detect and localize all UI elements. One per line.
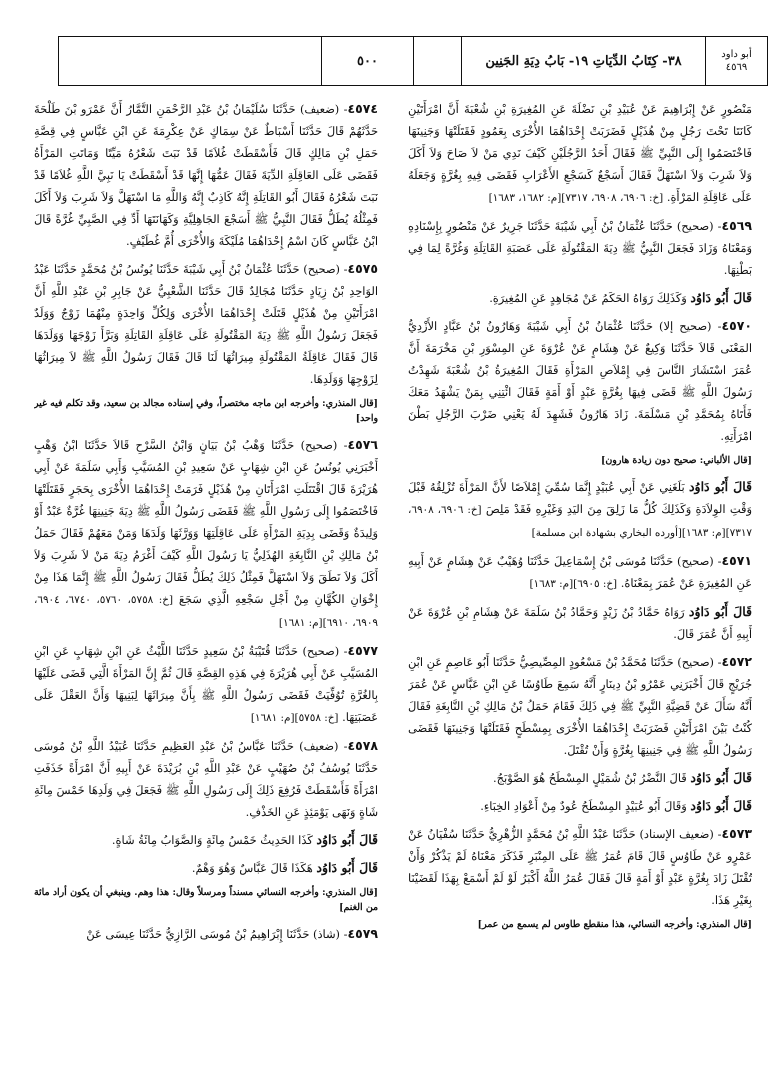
hadith-text: حَدَّثَنَا عَبْدُ اللَّهِ بْنُ مُحَمَّدٍ الزُّهْرِيُّ حَدَّثَنَا سُفْيَانُ عَنْ عَمْرٍو عَنْ طَاوُسٍ قَالَ قَامَ عُمَرُ ﷺ عَلَى المِنْبَرِ فَذَكَرَ مَعْنَاهُ لَمْ يَذْكُرْ وَأَنْ تُقْتَلَ زَادَ بِغُرَّةٍ عَبْدٍ أَوْ أَمَةٍ قَالَ فَقَالَ عُمَرُ اللَّهُ أَكْبَرُ لَوْ لَمْ أَسْمَعْ بِهَذَا لَقَضَيْنَا بِغَيْرِ هَذَا. — [408, 827, 752, 907]
hadith-grade: (صحيح) — [302, 644, 340, 658]
hadith-text: كَذَا الحَدِيثُ خَمْسُ مِائَةٍ وَالصَّوَابُ مِائَةُ شَاةٍ. — [111, 833, 313, 847]
page-header — [58, 36, 768, 86]
hadith-text: حَدَّثَنَا مُوسَى بْنُ إِسْمَاعِيلَ حَدَّثَنَا وُهَيْبٌ عَنْ هِشَامٍ عَنْ أَبِيهِ عَنِ المُغِيرَةِ عَنْ عُمَرَ بِمَعْنَاهُ. — [408, 554, 752, 590]
hadith-text: مَنْصُورٍ عَنْ إِبْرَاهِيمَ عَنْ عُبَيْدِ بْنِ نَضْلَةَ عَنِ المُغِيرَةِ بْنِ شُعْبَةَ أَنَّ امْرَأَتَيْنِ كَانَتَا تَحْتَ رَجُلٍ مِنْ هُذَيْلٍ فَضَرَبَتْ إِحْدَاهُمَا الأُخْرَى بِعَمُودٍ فَقَتَلَتْهَا وَجَنِينَهَا فَاخْتَصَمُوا إِلَى النَّبِيِّ ﷺ فَقَالَ أَحَدُ الرَّجُلَيْنِ كَيْفَ نَدِي مَنْ لاَ صَاحَ وَلاَ أَكَلَ وَلاَ شَرِبَ وَلاَ اسْتَهَلَّ فَقَالَ أَسَجْعٌ كَسَجْعِ الأَعْرَابِ فَقَضَى فِيهِ بِغُرَّةٍ وَجَعَلَهُ عَلَى عَاقِلَةِ المَرْأَةِ. — [408, 102, 752, 204]
footnote: [قال المنذري: وأخرجه النسائي، هذا منقطع طاوس لم يسمع من عمر] — [477, 919, 752, 930]
hadith-block: ٤٥٧٤- (ضعيف) حَدَّثَنَا سُلَيْمَانُ بْنُ عَبْدِ الرَّحْمَنِ التَّمَّارُ أَنَّ عَمْرَو بْنَ طَلْحَةَ حَدَّثَهُمْ قَالَ حَدَّثَنَا أَسْبَاطٌ عَنْ سِمَاكٍ عَنْ عِكْرِمَةَ عَنِ ابْنِ عَبَّاسٍ فِي قِصَّةِ حَمَلِ بْنِ مَالِكٍ قَالَ فَأَسْقَطَتْ غُلاَمًا قَدْ نَبَتَ شَعْرُهُ مَيِّتًا وَمَاتَتِ المَرْأَةُ فَقَضَى عَلَى العَاقِلَةِ الدِّيَةَ فَقَالَ عَمُّهَا إِنَّهَا قَدْ أَسْقَطَتْ يَا نَبِيَّ اللَّهِ غُلاَمًا قَدْ نَبَتَ شَعْرُهُ فَقَالَ أَبُو القَاتِلَةِ إِنَّهُ كَاذِبٌ إِنَّهُ وَاللَّهِ مَا اسْتَهَلَّ وَلاَ شَرِبَ وَلاَ أَكَلَ فَمِثْلُهُ يُطَلُّ فَقَالَ النَّبِيُّ ﷺ أَسَجْعَ الجَاهِلِيَّةِ وَكَهَانَتَهَا أَدِّ فِي الصَّبِيِّ غُرَّةً قَالَ ابْنُ عَبَّاسٍ كَانَ اسْمُ إِحْدَاهُمَا مُلَيْكَةَ وَالأُخْرَى أُمَّ غُطَيْفٍ. — [34, 101, 378, 248]
hadith-number: ٤٥٧٦ — [347, 437, 378, 452]
hadith-reference: [خ: ٦٩٠٥][م: ١٦٨٣] — [529, 578, 618, 590]
hadith-text: حَدَّثَنَا وَهْبُ بْنُ بَيَانٍ وَابْنُ السَّرْحِ قَالاَ حَدَّثَنَا ابْنُ وَهْبٍ أَخْبَرَنِي يُونُسُ عَنِ ابْنِ شِهَابٍ عَنْ سَعِيدِ بْنِ المُسَيَّبِ وَأَبِي سَلَمَةَ عَنْ أَبِي هُرَيْرَةَ قَالَ اقْتَتَلَتِ امْرَأَتَانِ مِنْ هُذَيْلٍ فَرَمَتْ إِحْدَاهُمَا الأُخْرَى بِحَجَرٍ فَقَتَلَتْهَا فَاخْتَصَمُوا إِلَى رَسُولِ اللَّهِ ﷺ فَقَضَى رَسُولُ اللَّهِ ﷺ دِيَةَ جَنِينِهَا غُرَّةٌ عَبْدٌ أَوْ وَلِيدَةٌ وَقَضَى بِدِيَةِ المَرْأَةِ عَلَى عَاقِلَتِهَا وَوَرَّثَهَا وَلَدَهَا وَمَنْ مَعَهُمْ فَقَالَ حَمَلُ بْنُ مَالِكِ بْنِ النَّابِغَةِ الهُذَلِيُّ يَا رَسُولَ اللَّهِ كَيْفَ أَغْرَمُ دِيَةَ مَنْ لاَ شَرِبَ وَلاَ أَكَلَ وَلاَ نَطَقَ وَلاَ اسْتَهَلَّ فَمِثْلُ ذَلِكَ يُطَلُّ فَقَالَ رَسُولُ اللَّهِ ﷺ إِنَّمَا هَذَا مِنْ إِخْوَانِ الكُهَّانِ مِنْ أَجْلِ سَجْعِهِ الَّذِي سَجَعَ — [34, 438, 378, 606]
abu-dawud-remark: قَالَ أَبُو دَاوُد — [688, 479, 752, 494]
hadith-block: ٤٥٧٩- (شاذ) حَدَّثَنَا إِبْرَاهِيمُ بْنُ مُوسَى الرَّازِيُّ حَدَّثَنَا عِيسَى عَنْ — [86, 926, 378, 941]
hadith-grade: (ضعيف الإسناد) — [639, 827, 714, 841]
hadith-number: ٤٥٧٤ — [347, 101, 378, 116]
hadith-block — [408, 795, 752, 817]
header-blank-cell — [413, 37, 461, 85]
hadith-block: ٤٥٦٩- (صحيح) حَدَّثَنَا عُثْمَانُ بْنُ أَبِي شَيْبَةَ حَدَّثَنَا جَرِيرٌ عَنْ مَنْصُورٍ بِإِسْنَادِهِ وَمَعْنَاهُ وَزَادَ فَجَعَلَ النَّبِيُّ ﷺ دِيَةَ المَقْتُولَةِ عَلَى عَصَبَةِ القَاتِلَةِ وَغُرَّةً لِمَا فِي بَطْنِهَا. — [408, 218, 752, 277]
hadith-text: قَالَ النَّضْرُ بْنُ شُمَيْلٍ المِسْطَحُ هُوَ الصَّوْبَجُ. — [493, 771, 687, 785]
hadith-block — [34, 857, 378, 879]
hadith-block — [34, 829, 378, 851]
abu-dawud-remark: قَالَ أَبُو دَاوُد — [690, 770, 752, 785]
hadith-reference: [خ: ٦٩٠٦، ٦٩٠٨، ٧٣١٧][م: ١٦٨٣][أورده البخاري بشهادة ابن مسلمة] — [408, 504, 752, 539]
hadith-text: وَكَذَلِكَ رَوَاهُ الحَكَمُ عَنْ مُجَاهِدٍ عَنِ المُغِيرَةِ. — [489, 291, 687, 305]
hadith-grade: (ضعيف) — [299, 739, 339, 753]
abu-dawud-remark: قَالَ أَبُو دَاوُد — [688, 604, 752, 619]
hadith-text: حَدَّثَنَا عُثْمَانُ بْنُ أَبِي شَيْبَةَ حَدَّثَنَا جَرِيرٌ عَنْ مَنْصُورٍ بِإِسْنَادِهِ وَمَعْنَاهُ وَزَادَ فَجَعَلَ النَّبِيُّ ﷺ دِيَةَ المَقْتُولَةِ عَلَى عَصَبَةِ القَاتِلَةِ وَغُرَّةً لِمَا فِي بَطْنِهَا. — [408, 219, 752, 277]
hadith-number: ٤٥٧٥ — [347, 261, 378, 276]
abu-dawud-remark: قَالَ أَبُو دَاوُد — [690, 290, 752, 305]
footnote: [قال الألباني: صحيح دون زيادة هارون] — [600, 455, 752, 466]
hadith-number: ٤٥٧١ — [721, 553, 752, 568]
hadith-grade: (ضعيف) — [299, 102, 340, 116]
hadith-grade: (صحيح) — [677, 554, 714, 568]
abu-dawud-remark: قَالَ أَبُو دَاوُد — [316, 860, 378, 875]
hadith-block: ٤٥٧٠- (صحيح إلا) حَدَّثَنَا عُثْمَانُ بْنُ أَبِي شَيْبَةَ وَهَارُونُ بْنُ عَبَّادٍ الأَزْدِيُّ المَعْنَى قَالاَ حَدَّثَنَا وَكِيعٌ عَنْ هِشَامٍ عَنْ عُرْوَةَ عَنِ المِسْوَرِ بْنِ مَخْرَمَةَ أَنَّ عُمَرَ اسْتَشَارَ النَّاسَ فِي إِمْلاَصِ المَرْأَةِ فَقَالَ المُغِيرَةُ بْنُ شُعْبَةَ شَهِدْتُ رَسُولَ اللَّهِ ﷺ قَضَى فِيهَا بِغُرَّةٍ عَبْدٍ أَوْ أَمَةٍ فَقَالَ ائْتِنِي بِمَنْ يَشْهَدُ مَعَكَ فَأَتَاهُ بِمُحَمَّدِ بْنِ مَسْلَمَةَ. زَادَ هَارُونُ فَشَهِدَ لَهُ يَعْنِي ضَرْبَ الرَّجُلِ بَطْنَ امْرَأَتِهِ. — [408, 318, 752, 443]
left-text-column — [34, 98, 378, 1070]
page-number: ٥٠٠ — [321, 37, 413, 85]
hadith-text: بَلَغَنِي عَنْ أَبِي عُبَيْدٍ إِنَّمَا سُمِّيَ إِمْلاَصًا لأَنَّ المَرْأَةَ تُزْلِقُهُ قَبْلَ وَقْتِ الوِلاَدَةِ وَكَذَلِكَ كُلُّ مَا زَلِقَ مِنَ اليَدِ وَغَيْرِهِ فَقَدْ مَلِصَ — [408, 480, 752, 516]
hadith-grade: (صحيح) — [303, 262, 340, 276]
header-empty-cell — [59, 37, 321, 85]
hadith-reference: [خ: ٦٩٠٦، ٦٩٠٨، ٧٣١٧][م: ١٦٨٢، ١٦٨٣] — [488, 192, 664, 204]
hadith-text: حَدَّثَنَا عُثْمَانُ بْنُ أَبِي شَيْبَةَ وَهَارُونُ بْنُ عَبَّادٍ الأَزْدِيُّ المَعْنَى قَالاَ حَدَّثَنَا وَكِيعٌ عَنْ هِشَامٍ عَنْ عُرْوَةَ عَنِ المِسْوَرِ بْنِ مَخْرَمَةَ أَنَّ عُمَرَ اسْتَشَارَ النَّاسَ فِي إِمْلاَصِ المَرْأَةِ فَقَالَ المُغِيرَةُ بْنُ شُعْبَةَ شَهِدْتُ رَسُولَ اللَّهِ ﷺ قَضَى فِيهَا بِغُرَّةٍ عَبْدٍ أَوْ أَمَةٍ فَقَالَ ائْتِنِي بِمَنْ يَشْهَدُ مَعَكَ فَأَتَاهُ بِمُحَمَّدِ بْنِ مَسْلَمَةَ. زَادَ هَارُونُ فَشَهِدَ لَهُ يَعْنِي ضَرْبَ الرَّجُلِ بَطْنَ امْرَأَتِهِ. — [408, 319, 752, 443]
hadith-text: حَدَّثَنَا سُلَيْمَانُ بْنُ عَبْدِ الرَّحْمَنِ التَّمَّارُ أَنَّ عَمْرَو بْنَ طَلْحَةَ حَدَّثَهُمْ قَالَ حَدَّثَنَا أَسْبَاطٌ عَنْ سِمَاكٍ عَنْ عِكْرِمَةَ عَنِ ابْنِ عَبَّاسٍ فِي قِصَّةِ حَمَلِ بْنِ مَالِكٍ قَالَ فَأَسْقَطَتْ غُلاَمًا قَدْ نَبَتَ شَعْرُهُ مَيِّتًا وَمَاتَتِ المَرْأَةُ فَقَضَى عَلَى العَاقِلَةِ الدِّيَةَ فَقَالَ عَمُّهَا إِنَّهَا قَدْ أَسْقَطَتْ يَا نَبِيَّ اللَّهِ غُلاَمًا قَدْ نَبَتَ شَعْرُهُ فَقَالَ أَبُو القَاتِلَةِ إِنَّهُ كَاذِبٌ إِنَّهُ وَاللَّهِ مَا اسْتَهَلَّ وَلاَ شَرِبَ وَلاَ أَكَلَ فَمِثْلُهُ يُطَلُّ فَقَالَ النَّبِيُّ ﷺ أَسَجْعَ الجَاهِلِيَّةِ وَكَهَانَتَهَا أَدِّ فِي الصَّبِيِّ غُرَّةً قَالَ ابْنُ عَبَّاسٍ كَانَ اسْمُ إِحْدَاهُمَا مُلَيْكَةَ وَالأُخْرَى أُمَّ غُطَيْفٍ. — [34, 102, 378, 248]
hadith-grade: (صحيح) — [676, 219, 714, 233]
hadith-number: ٤٥٧٢ — [721, 654, 752, 669]
hadith-block — [408, 476, 752, 544]
hadith-number: ٤٥٧٨ — [347, 738, 378, 753]
abu-dawud-remark: قَالَ أَبُو دَاوُد — [316, 832, 378, 847]
hadith-block — [408, 767, 752, 789]
hadith-text: حَدَّثَنَا قُتَيْبَةُ بْنُ سَعِيدٍ حَدَّثَنَا اللَّيْثُ عَنِ ابْنِ شِهَابٍ عَنِ ابْنِ المُسَيَّبِ عَنْ أَبِي هُرَيْرَةَ فِي هَذِهِ القِصَّةِ قَالَ ثُمَّ إِنَّ المَرْأَةَ الَّتِي قَضَى عَلَيْهَا بِالغُرَّةِ تُوُفِّيَتْ فَقَضَى رَسُولُ اللَّهِ ﷺ بِأَنَّ مِيرَاثَهَا لِبَنِيهَا وَأَنَّ العَقْلَ عَلَى عَصَبَتِهَا. — [34, 644, 378, 724]
hadith-reference: [خ: ٥٧٥٨][م: ١٦٨١] — [250, 712, 339, 724]
chapter-title: ٣٨- كِتَابُ الدِّيَاتِ ١٩- بَابُ دِيَةِ الجَنِين — [461, 37, 705, 85]
hadith-block — [408, 287, 752, 309]
source-name: أبو داود — [721, 49, 752, 60]
hadith-number: ٤٥٧٩ — [347, 926, 378, 941]
hadith-text: حَدَّثَنَا عُثْمَانُ بْنُ أَبِي شَيْبَةَ حَدَّثَنَا يُونُسُ بْنُ مُحَمَّدٍ حَدَّثَنَا عَبْدُ الوَاحِدِ بْنُ زِيَادٍ حَدَّثَنَا مُجَالِدٌ قَالَ حَدَّثَنَا الشَّعْبِيُّ عَنْ جَابِرِ بْنِ عَبْدِ اللَّهِ أَنَّ امْرَأَتَيْنِ مِنْ هُذَيْلٍ قَتَلَتْ إِحْدَاهُمَا الأُخْرَى وَلِكُلِّ وَاحِدَةٍ مِنْهُمَا زَوْجٌ وَوَلَدٌ فَجَعَلَ رَسُولُ اللَّهِ ﷺ دِيَةَ المَقْتُولَةِ عَلَى عَاقِلَةِ القَاتِلَةِ وَبَرَّأَ زَوْجَهَا وَوَلَدَهَا قَالَ فَقَالَ عَاقِلَةُ المَقْتُولَةِ مِيرَاثُهَا لَنَا قَالَ فَقَالَ رَسُولُ اللَّهِ ﷺ لاَ مِيرَاثُهَا لِزَوْجِهَا وَوَلَدِهَا. — [34, 262, 378, 386]
hadith-text: هَكَذَا قَالَ عَبَّاسٌ وَهُوَ وَهْمٌ. — [191, 861, 313, 875]
hadith-text: وَقَالَ أَبُو عُبَيْدٍ المِسْطَحُ عُودٌ مِنْ أَعْوَادِ الخِبَاءِ. — [480, 799, 687, 813]
source-number: ٤٥٦٩ — [725, 62, 748, 73]
hadith-number: ٤٥٧٧ — [347, 643, 378, 658]
hadith-grade: (صحيح إلا) — [659, 319, 712, 333]
footnote: [قال المنذري: وأخرجه النسائي مسنداً ومرسلاً وقال: هذا وهم. وينبغي أن يكون أراد مائة من الغنم] — [34, 887, 378, 913]
source-cell — [705, 37, 767, 85]
hadith-grade: (شاذ) — [313, 927, 340, 941]
abu-dawud-remark: قَالَ أَبُو دَاوُد — [690, 798, 752, 813]
hadith-block: ٤٥٧١- (صحيح) حَدَّثَنَا مُوسَى بْنُ إِسْمَاعِيلَ حَدَّثَنَا وُهَيْبٌ عَنْ هِشَامٍ عَنْ أَبِيهِ عَنِ المُغِيرَةِ عَنْ عُمَرَ بِمَعْنَاهُ. [خ: ٦٩٠٥][م: ١٦٨٣] — [408, 553, 752, 590]
hadith-block — [408, 98, 752, 209]
hadith-grade: (صحيح) — [677, 655, 714, 669]
hadith-text: حَدَّثَنَا مُحَمَّدُ بْنُ مَسْعُودٍ المِصِّيصِيُّ حَدَّثَنَا أَبُو عَاصِمٍ عَنِ ابْنِ جُرَيْجٍ قَالَ أَخْبَرَنِي عَمْرُو بْنُ دِينَارٍ أَنَّهُ سَمِعَ طَاوُسًا عَنِ ابْنِ عَبَّاسٍ عَنْ عُمَرَ أَنَّهُ سَأَلَ عَنْ قَضِيَّةِ النَّبِيِّ ﷺ فِي ذَلِكَ فَقَامَ حَمَلُ بْنُ مَالِكِ بْنِ النَّابِغَةِ فَقَالَ كُنْتُ بَيْنَ امْرَأَتَيْنِ فَضَرَبَتْ إِحْدَاهُمَا الأُخْرَى بِمِسْطَحٍ فَقَتَلَتْهَا وَجَنِينَهَا فَقَضَى رَسُولُ اللَّهِ ﷺ فِي جَنِينِهَا بِغُرَّةٍ وَأَنْ تُقْتَلَ. — [408, 655, 752, 757]
right-text-column — [408, 98, 752, 1070]
hadith-block: ٤٥٧٥- (صحيح) حَدَّثَنَا عُثْمَانُ بْنُ أَبِي شَيْبَةَ حَدَّثَنَا يُونُسُ بْنُ مُحَمَّدٍ حَدَّثَنَا عَبْدُ الوَاحِدِ بْنُ زِيَادٍ حَدَّثَنَا مُجَالِدٌ قَالَ حَدَّثَنَا الشَّعْبِيُّ عَنْ جَابِرِ بْنِ عَبْدِ اللَّهِ أَنَّ امْرَأَتَيْنِ مِنْ هُذَيْلٍ قَتَلَتْ إِحْدَاهُمَا الأُخْرَى وَلِكُلِّ وَاحِدَةٍ مِنْهُمَا زَوْجٌ وَوَلَدٌ فَجَعَلَ رَسُولُ اللَّهِ ﷺ دِيَةَ المَقْتُولَةِ عَلَى عَاقِلَةِ القَاتِلَةِ وَبَرَّأَ زَوْجَهَا وَوَلَدَهَا قَالَ فَقَالَ عَاقِلَةُ المَقْتُولَةِ مِيرَاثُهَا لَنَا قَالَ فَقَالَ رَسُولُ اللَّهِ ﷺ لاَ مِيرَاثُهَا لِزَوْجِهَا وَوَلَدِهَا. — [34, 261, 378, 386]
hadith-text: رَوَاهُ حَمَّادُ بْنُ زَيْدٍ وَحَمَّادُ بْنُ سَلَمَةَ عَنْ هِشَامِ بْنِ عُرْوَةَ عَنْ أَبِيهِ أَنَّ عُمَرَ قَالَ. — [408, 605, 752, 641]
hadith-reference: [خ: ٥٧٥٨، ٥٧٦٠، ٦٧٤٠، ٦٩٠٤، ٦٩٠٩، ٦٩١٠][م: ١٦٨١] — [34, 594, 378, 629]
hadith-number: ٤٥٧٠ — [721, 318, 752, 333]
hadith-grade: (صحيح) — [300, 438, 338, 452]
hadith-block: ٤٥٧٨- (ضعيف) حَدَّثَنَا عَبَّاسُ بْنُ عَبْدِ العَظِيمِ حَدَّثَنَا عُبَيْدُ اللَّهِ بْنُ مُوسَى حَدَّثَنَا يُوسُفُ بْنُ صُهَيْبٍ عَنْ عَبْدِ اللَّهِ بْنِ بُرَيْدَةَ عَنْ أَبِيهِ أَنَّ امْرَأَةً خَذَفَتِ امْرَأَةً فَأَسْقَطَتْ فَرُفِعَ ذَلِكَ إِلَى رَسُولِ اللَّهِ ﷺ فَجَعَلَ فِي وَلَدِهَا خَمْسَ مِائَةِ شَاةٍ وَنَهَى يَوْمَئِذٍ عَنِ الخَذْفِ. — [34, 738, 378, 819]
footnote: [قال المنذري: وأخرجه ابن ماجه مختصراً، وفي إسناده مجالد بن سعيد، وقد تكلم فيه غير واحد] — [34, 398, 378, 424]
hadith-block: ٤٥٧٦- (صحيح) حَدَّثَنَا وَهْبُ بْنُ بَيَانٍ وَابْنُ السَّرْحِ قَالاَ حَدَّثَنَا ابْنُ وَهْبٍ أَخْبَرَنِي يُونُسُ عَنِ ابْنِ شِهَابٍ عَنْ سَعِيدِ بْنِ المُسَيَّبِ وَأَبِي سَلَمَةَ عَنْ أَبِي هُرَيْرَةَ قَالَ اقْتَتَلَتِ امْرَأَتَانِ مِنْ هُذَيْلٍ فَرَمَتْ إِحْدَاهُمَا الأُخْرَى بِحَجَرٍ فَقَتَلَتْهَا فَاخْتَصَمُوا إِلَى رَسُولِ اللَّهِ ﷺ فَقَضَى رَسُولُ اللَّهِ ﷺ دِيَةَ جَنِينِهَا غُرَّةٌ عَبْدٌ أَوْ وَلِيدَةٌ وَقَضَى بِدِيَةِ المَرْأَةِ عَلَى عَاقِلَتِهَا وَوَرَّثَهَا وَلَدَهَا وَمَنْ مَعَهُمْ فَقَالَ حَمَلُ بْنُ مَالِكِ بْنِ النَّابِغَةِ الهُذَلِيُّ يَا رَسُولَ اللَّهِ كَيْفَ أَغْرَمُ دِيَةَ مَنْ لاَ شَرِبَ وَلاَ أَكَلَ وَلاَ نَطَقَ وَلاَ اسْتَهَلَّ فَمِثْلُ ذَلِكَ يُطَلُّ فَقَالَ رَسُولُ اللَّهِ ﷺ إِنَّمَا هَذَا مِنْ إِخْوَانِ الكُهَّانِ مِنْ أَجْلِ سَجْعِهِ الَّذِي سَجَعَ [خ: ٥٧٥٨، ٥٧٦٠، ٦٧٤٠، ٦٩٠٤، ٦٩٠٩، ٦٩١٠][م: ١٦٨١] — [34, 437, 378, 629]
hadith-number: ٤٥٧٣ — [721, 826, 752, 841]
hadith-block: ٤٥٧٢- (صحيح) حَدَّثَنَا مُحَمَّدُ بْنُ مَسْعُودٍ المِصِّيصِيُّ حَدَّثَنَا أَبُو عَاصِمٍ عَنِ ابْنِ جُرَيْجٍ قَالَ أَخْبَرَنِي عَمْرُو بْنُ دِينَارٍ أَنَّهُ سَمِعَ طَاوُسًا عَنِ ابْنِ عَبَّاسٍ عَنْ عُمَرَ أَنَّهُ سَأَلَ عَنْ قَضِيَّةِ النَّبِيِّ ﷺ فِي ذَلِكَ فَقَامَ حَمَلُ بْنُ مَالِكِ بْنِ النَّابِغَةِ فَقَالَ كُنْتُ بَيْنَ امْرَأَتَيْنِ فَضَرَبَتْ إِحْدَاهُمَا الأُخْرَى بِمِسْطَحٍ فَقَتَلَتْهَا وَجَنِينَهَا فَقَضَى رَسُولُ اللَّهِ ﷺ فِي جَنِينِهَا بِغُرَّةٍ وَأَنْ تُقْتَلَ. — [408, 654, 752, 757]
hadith-text: حَدَّثَنَا عَبَّاسُ بْنُ عَبْدِ العَظِيمِ حَدَّثَنَا عُبَيْدُ اللَّهِ بْنُ مُوسَى حَدَّثَنَا يُوسُفُ بْنُ صُهَيْبٍ عَنْ عَبْدِ اللَّهِ بْنِ بُرَيْدَةَ عَنْ أَبِيهِ أَنَّ امْرَأَةً خَذَفَتِ امْرَأَةً فَأَسْقَطَتْ فَرُفِعَ ذَلِكَ إِلَى رَسُولِ اللَّهِ ﷺ فَجَعَلَ فِي وَلَدِهَا خَمْسَ مِائَةِ شَاةٍ وَنَهَى يَوْمَئِذٍ عَنِ الخَذْفِ. — [34, 739, 378, 819]
hadith-text: حَدَّثَنَا إِبْرَاهِيمُ بْنُ مُوسَى الرَّازِيُّ حَدَّثَنَا عِيسَى عَنْ — [86, 927, 310, 941]
hadith-block: ٤٥٧٣- (ضعيف الإسناد) حَدَّثَنَا عَبْدُ اللَّهِ بْنُ مُحَمَّدٍ الزُّهْرِيُّ حَدَّثَنَا سُفْيَانُ عَنْ عَمْرٍو عَنْ طَاوُسٍ قَالَ قَامَ عُمَرُ ﷺ عَلَى المِنْبَرِ فَذَكَرَ مَعْنَاهُ لَمْ يَذْكُرْ وَأَنْ تُقْتَلَ زَادَ بِغُرَّةٍ عَبْدٍ أَوْ أَمَةٍ قَالَ فَقَالَ عُمَرُ اللَّهُ أَكْبَرُ لَوْ لَمْ أَسْمَعْ بِهَذَا لَقَضَيْنَا بِغَيْرِ هَذَا. — [408, 826, 752, 907]
hadith-number: ٤٥٦٩ — [721, 218, 752, 233]
hadith-block — [408, 601, 752, 645]
hadith-block: ٤٥٧٧- (صحيح) حَدَّثَنَا قُتَيْبَةُ بْنُ سَعِيدٍ حَدَّثَنَا اللَّيْثُ عَنِ ابْنِ شِهَابٍ عَنِ ابْنِ المُسَيَّبِ عَنْ أَبِي هُرَيْرَةَ فِي هَذِهِ القِصَّةِ قَالَ ثُمَّ إِنَّ المَرْأَةَ الَّتِي قَضَى عَلَيْهَا بِالغُرَّةِ تُوُفِّيَتْ فَقَضَى رَسُولُ اللَّهِ ﷺ بِأَنَّ مِيرَاثَهَا لِبَنِيهَا وَأَنَّ العَقْلَ عَلَى عَصَبَتِهَا. [خ: ٥٧٥٨][م: ١٦٨١] — [34, 643, 378, 724]
